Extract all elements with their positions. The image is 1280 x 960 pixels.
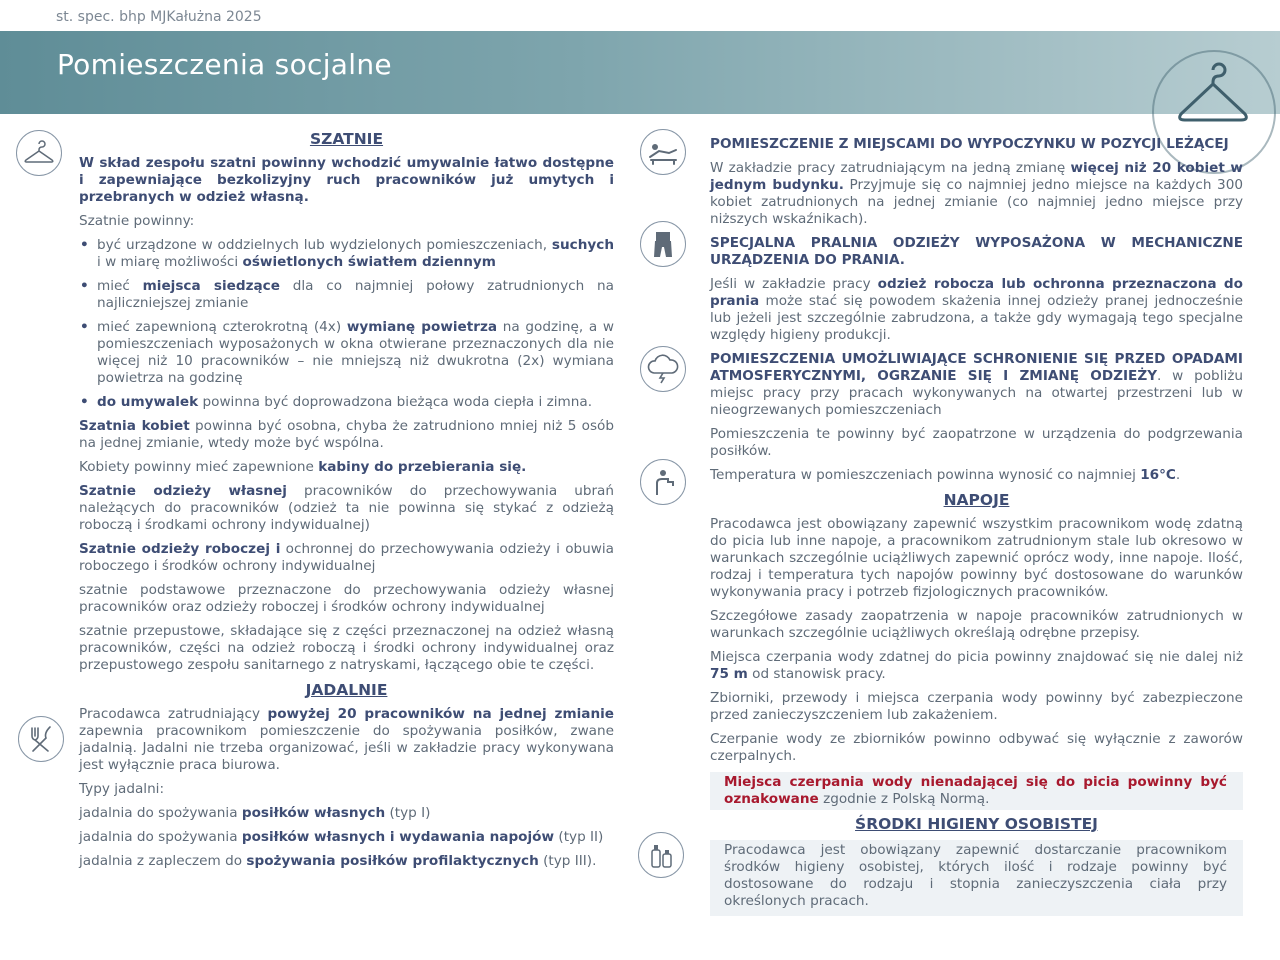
napoje-paragraph-5: Czerpanie wody ze zbiorników powinno odbywać się wyłącznie z zaworów czerpalnych. — [710, 731, 1243, 764]
odziez-wlasna-paragraph: Szatnie odzieży własnej pracowników do przechowywania ubrań należących do pracowników (odzież ta nie powinna się stykać z odzieżą roboczą i środkami ochrony indywidualnej) — [79, 483, 614, 533]
overalls-icon — [641, 222, 685, 266]
schronienie-paragraph-2: Pomieszczenia te powinny być zaopatrzone w urządzenia do podgrzewania posiłków. — [710, 426, 1243, 459]
schronienie-paragraph: POMIESZCZENIA UMOŻLIWIAJĄCE SCHRONIENIE SIĘ PRZED OPADAMI ATMOSFERYCZNYMI, OGRZANIE SIĘ I ZMIANĘ ODZIEŻY. w pobliżu miejsc pracy przy pracach wykonywanych na otwartej przestrzeni lub w nieogrzewanych pomieszczeniach — [710, 351, 1243, 418]
wypoczynek-paragraph: W zakładzie pracy zatrudniającym na jedną zmianę więcej niż 20 kobiet w jednym budynku. Przyjmuje się co najmniej jedno miejsce na każdych 300 kobiet zatrudnionych na jednej zmianie (co najmniej jedno miejsce przy niższych wskaźnikach). — [710, 160, 1243, 227]
szatnie-icon-circle — [16, 130, 62, 176]
szatnie-przepustowe-paragraph: szatnie przepustowe, składające się z części przeznaczonej na odzież własną pracowników, części na odzież roboczą i środki ochrony indywidualnej oraz przepustowego zespołu sanitarnego z natryskami, łączącego obie te części. — [79, 623, 614, 673]
drinking-person-icon — [641, 460, 685, 504]
jadalnie-icon-circle — [18, 716, 64, 762]
jadalnia-type-1: jadalnia do spożywania posiłków własnych (typ I) — [79, 805, 431, 821]
szatnia-kobiet-paragraph: Szatnia kobiet powinna być osobna, chyba że zatrudniono mniej niż 5 osób na jednej zmianie, wtedy może być wspólna. — [79, 418, 614, 451]
schronienie-icon-circle — [640, 346, 686, 392]
szatnie-podstawowe-paragraph: szatnie podstawowe przeznaczone do przechowywania odzieży własnej pracowników oraz odzieży roboczej i środków ochrony indywidualnej — [79, 582, 614, 615]
cutlery-icon — [19, 717, 63, 761]
pralnia-paragraph: Jeśli w zakładzie pracy odzież robocza lub ochronna przeznaczona do prania może stać się powodem skażenia innej odzieży pranej jednocześnie lub jeżeli jest szczególnie zabrudzona, a także gdy wymagają tego specjalne względy higieny produkcji. — [710, 276, 1243, 343]
jadalnia-type-2: jadalnia do spożywania posiłków własnych i wydawania napojów (typ II) — [79, 829, 604, 845]
temperatura-paragraph: Temperatura w pomieszczeniach powinna wynosić co najmniej 16°C. — [710, 467, 1181, 483]
left-column — [79, 130, 614, 877]
section-title-napoje: NAPOJE — [943, 491, 1010, 509]
hygiene-bottles-icon — [639, 833, 683, 877]
napoje-paragraph-2: Szczegółowe zasady zaopatrzenia w napoje pracowników zatrudnionych w warunkach szczególnie uciążliwych określają odrębne przepisy. — [710, 608, 1243, 641]
hanger-icon — [17, 131, 61, 175]
napoje-paragraph-1: Pracodawca jest obowiązany zapewnić wszystkim pracownikom wodę zdatną do picia lub inne napoje, a pracownikom zatrudnionym stale lub okresowo w warunkach szczególnie uciążliwych zapewnić oprócz wody, inne napoje. Ilość, rodzaj i temperatura tych napojów powinny być dostosowane do warunków wykonywania pracy i potrzeb fizjologicznych pracowników. — [710, 516, 1243, 600]
page-title: Pomieszczenia socjalne — [57, 48, 392, 81]
jadalnie-types-intro: Typy jadalni: — [79, 781, 165, 797]
right-column — [710, 136, 1243, 923]
list-item: • do umywalek powinna być doprowadzona bieżąca woda ciepła i zimna. — [79, 394, 614, 411]
document-meta: st. spec. bhp MJKałużna 2025 — [56, 9, 262, 25]
hanger-icon — [1167, 62, 1259, 132]
section-title-jadalnie: JADALNIE — [305, 681, 388, 699]
section-title-szatnie: SZATNIE — [309, 130, 384, 148]
list-item: • mieć miejsca siedzące dla co najmniej połowy zatrudnionych na najliczniejszej zmianie — [79, 278, 614, 312]
wypoczynek-heading: POMIESZCZENIE Z MIEJSCAMI DO WYPOCZYNKU W POZYCJI LEŻĄCEJ — [710, 136, 1229, 152]
pralnia-heading: SPECJALNA PRALNIA ODZIEŻY WYPOSAŻONA W MECHANICZNE URZĄDZENIA DO PRANIA. — [710, 235, 1243, 268]
title-banner — [0, 31, 1280, 114]
jadalnie-paragraph: Pracodawca zatrudniający powyżej 20 pracowników na jednej zmianie zapewnia pracownikom pomieszczenie do spożywania posiłków, zwane jadalnią. Jadalni nie trzeba organizować, jeśli w zakładzie pracy wykonywana jest wyłącznie praca biurowa. — [79, 706, 614, 773]
napoje-warning: Miejsca czerpania wody nienadającej się do picia powinny być oznakowane zgodnie z Polską Normą. — [710, 772, 1243, 810]
odziez-robocza-paragraph: Szatnie odzieży roboczej i ochronnej do przechowywania odzieży i obuwia roboczego i środków ochrony indywidualnej — [79, 541, 614, 574]
higiena-paragraph: Pracodawca jest obowiązany zapewnić dostarczanie pracownikom środków higieny osobistej, których ilość i rodzaje powinny być dostosowane do rodzaju i stopnia zanieczyszczenia ciała przy określonych pracach. — [710, 840, 1243, 916]
section-title-higiena: ŚRODKI HIGIENY OSOBISTEJ — [855, 815, 1098, 833]
kabiny-paragraph: Kobiety powinny mieć zapewnione kabiny do przebierania się. — [79, 459, 527, 475]
higiena-icon-circle — [638, 832, 684, 878]
rain-cloud-icon — [641, 347, 685, 391]
reclining-person-icon — [641, 130, 685, 174]
szatnie-lead: W skład zespołu szatni powinny wchodzić umywalnie łatwo dostępne i zapewniające bezkolizyjny ruch pracowników już umytych i przebranych w odzież własną. — [79, 155, 614, 205]
list-item: • mieć zapewnioną czterokrotną (4x) wymianę powietrza na godzinę, a w pomieszczeniach wyposażonych w okna otwierane przeznaczonych dla nie więcej niż 10 pracowników – nie mniejszą niż dwukrotna (2x) wymiana powietrza na godzinę — [79, 319, 614, 387]
schronienie-heading: POMIESZCZENIA UMOŻLIWIAJĄCE SCHRONIENIE SIĘ PRZED OPADAMI ATMOSFERYCZNYMI, OGRZANIE SIĘ I ZMIANĘ ODZIEŻY — [710, 351, 1243, 384]
jadalnia-type-3: jadalnia z zapleczem do spożywania posiłków profilaktycznych (typ III). — [79, 853, 597, 869]
szatnie-requirements-list — [79, 237, 614, 411]
napoje-icon-circle — [640, 459, 686, 505]
wypoczynek-icon-circle — [640, 129, 686, 175]
napoje-paragraph-4: Zbiorniki, przewody i miejsca czerpania wody powinny być zabezpieczone przed zanieczyszczeniem lub zakażeniem. — [710, 690, 1243, 723]
szatnie-intro: Szatnie powinny: — [79, 213, 195, 229]
list-item: • być urządzone w oddzielnych lub wydzielonych pomieszczeniach, suchych i w miarę możliwości oświetlonych światłem dziennym — [79, 237, 614, 271]
napoje-paragraph-3: Miejsca czerpania wody zdatnej do picia powinny znajdować się nie dalej niż 75 m od stanowisk pracy. — [710, 649, 1243, 682]
pralnia-icon-circle — [640, 221, 686, 267]
